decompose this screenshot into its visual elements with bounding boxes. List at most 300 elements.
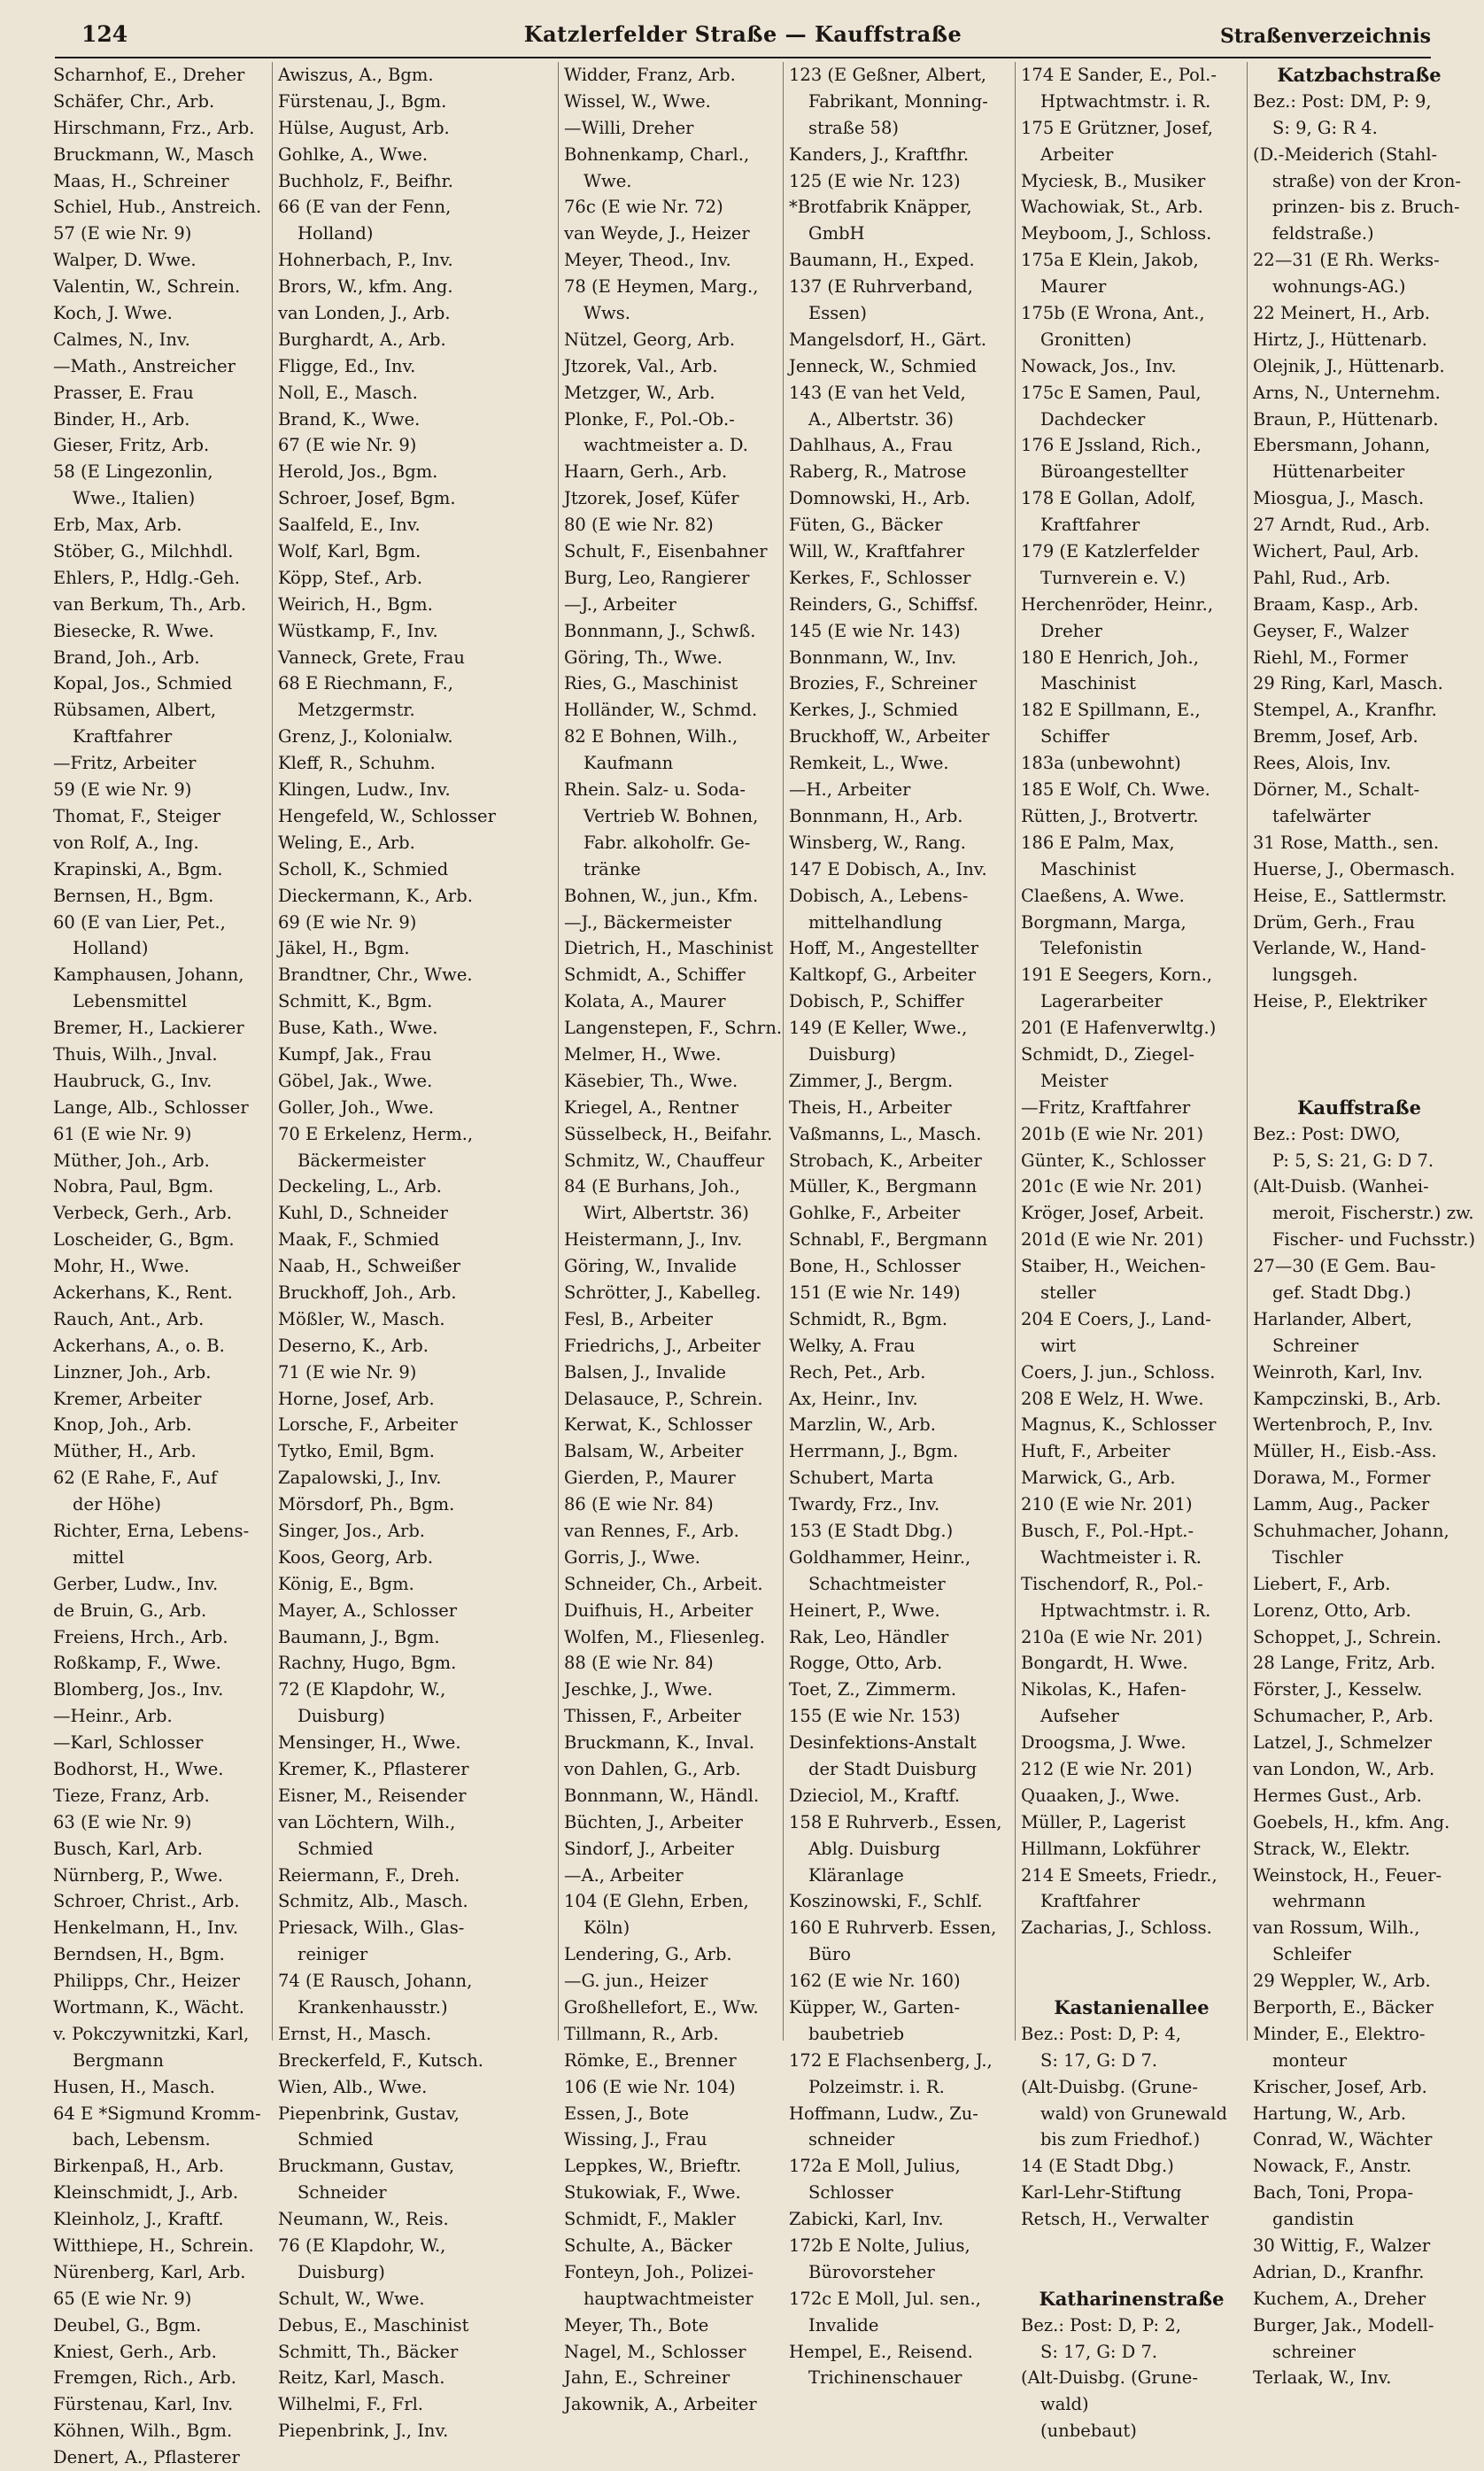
directory-entry: Rees, Alois, Inv.: [1253, 753, 1392, 774]
directory-entry: Braun, P., Hüttenarb.: [1253, 408, 1439, 430]
directory-entry: Coers, J. jun., Schloss.: [1021, 1361, 1216, 1383]
directory-entry: Kerkes, F., Schlosser: [789, 567, 971, 588]
directory-entry: Koos, Georg, Arb.: [278, 1546, 434, 1568]
directory-entry: Hirschmann, Frz., Arb.: [53, 117, 255, 138]
directory-entry: Nikolas, K., Hafen-: [1021, 1679, 1186, 1700]
directory-entry: Ebersmann, Johann,: [1253, 435, 1431, 456]
entry-continuation: Arbeiter: [1040, 143, 1114, 165]
column-divider: [558, 62, 559, 2041]
directory-entry: Debus, E., Maschinist: [278, 2314, 469, 2335]
entry-continuation: tafelwärter: [1272, 805, 1371, 826]
directory-entry: Brand, K., Wwe.: [278, 408, 421, 430]
entry-continuation: bis zum Friedhof.): [1040, 2129, 1201, 2150]
entry-continuation: feldstraße.): [1272, 223, 1374, 244]
directory-entry: Herchenröder, Heinr.,: [1021, 593, 1214, 615]
directory-entry: 155 (E wie Nr. 153): [789, 1706, 961, 1727]
entry-continuation: Duisburg): [298, 2261, 385, 2282]
directory-entry: Schmidt, F., Makler: [564, 2209, 736, 2230]
directory-entry: Kleinholz, J., Kraftf.: [53, 2209, 224, 2230]
directory-entry: Eisner, M., Reisender: [278, 1785, 467, 1806]
directory-entry: Bez.: Post: D, P: 4,: [1021, 2023, 1181, 2044]
entry-continuation: Büroangestellter: [1040, 461, 1188, 483]
directory-entry: Zacharias, J., Schloss.: [1021, 1917, 1212, 1939]
directory-entry: Wissing, J., Frau: [564, 2129, 707, 2150]
entry-continuation: der Höhe): [73, 1494, 161, 1515]
directory-entry: Sindorf, J., Arbeiter: [564, 1838, 734, 1859]
directory-entry: Quaaken, J., Wwe.: [1021, 1785, 1180, 1806]
directory-entry: Twardy, Frz., Inv.: [789, 1494, 940, 1515]
entry-continuation: Wirt, Albertstr. 36): [584, 1203, 749, 1224]
directory-entry: Busch, Karl, Arb.: [53, 1838, 204, 1859]
directory-entry: Goldhammer, Heinr.,: [789, 1546, 971, 1568]
directory-entry: Rauch, Ant., Arb.: [53, 1308, 205, 1329]
directory-entry: Hirtz, J., Hüttenarb.: [1253, 329, 1427, 350]
entry-continuation: mittel: [73, 1546, 125, 1568]
directory-entry: Balsam, W., Arbeiter: [564, 1441, 744, 1462]
directory-entry: Kleff, R., Schuhm.: [278, 753, 436, 774]
directory-entry: Bez.: Post: DM, P: 9,: [1253, 90, 1432, 112]
entry-continuation: Trichinenschauer: [808, 2367, 962, 2389]
directory-entry: 201c (E wie Nr. 201): [1021, 1176, 1202, 1197]
directory-entry: —Fritz, Arbeiter: [53, 753, 197, 774]
directory-entry: van Rennes, F., Arb.: [564, 1520, 739, 1541]
entry-continuation: Holland): [73, 938, 149, 959]
directory-entry: 185 E Wolf, Ch. Wwe.: [1021, 779, 1210, 801]
spacer: [1253, 1068, 1465, 1095]
directory-entry: *Brotfabrik Knäpper,: [789, 197, 972, 218]
entry-continuation: Bürovorsteher: [808, 2261, 935, 2282]
directory-entry: Neumann, W., Reis.: [278, 2209, 449, 2230]
directory-entry: Deserno, K., Arb.: [278, 1335, 429, 1356]
directory-entry: Bone, H., Schlosser: [789, 1256, 961, 1277]
directory-entry: Tillmann, R., Arb.: [564, 2023, 719, 2044]
directory-entry: Ax, Heinr., Inv.: [789, 1388, 918, 1409]
directory-entry: Rak, Leo, Händler: [789, 1626, 949, 1647]
directory-entry: 182 E Spillmann, E.,: [1021, 700, 1201, 721]
directory-entry: Zabicki, Karl, Inv.: [789, 2209, 944, 2230]
directory-entry: Claeßens, A. Wwe.: [1021, 885, 1185, 906]
directory-entry: Meyer, Th., Bote: [564, 2314, 709, 2335]
directory-entry: Jtzorek, Val., Arb.: [564, 355, 718, 376]
entry-continuation: Büro: [808, 1944, 851, 1965]
entry-continuation: Polzeimstr. i. R.: [808, 2076, 945, 2097]
entry-continuation: lungsgeh.: [1272, 964, 1358, 986]
directory-entry: Klingen, Ludw., Inv.: [278, 779, 451, 801]
entry-continuation: Krankenhausstr.): [298, 1997, 448, 2018]
directory-entry: Burger, Jak., Modell-: [1253, 2314, 1434, 2335]
directory-entry: 137 (E Ruhrverband,: [789, 276, 973, 298]
directory-entry: Schoppet, J., Schrein.: [1253, 1626, 1441, 1647]
directory-entry: Duifhuis, H., Arbeiter: [564, 1600, 754, 1621]
directory-entry: Busch, F., Pol.-Hpt.-: [1021, 1520, 1194, 1541]
directory-entry: de Bruin, G., Arb.: [53, 1600, 207, 1621]
directory-entry: Schulte, A., Bäcker: [564, 2235, 732, 2257]
directory-entry: Drüm, Gerh., Frau: [1253, 911, 1416, 933]
directory-entry: Staiber, H., Weichen-: [1021, 1256, 1206, 1277]
directory-entry: Geyser, F., Walzer: [1253, 620, 1409, 641]
entry-continuation: Dreher: [1040, 620, 1102, 641]
directory-entry: Theis, H., Arbeiter: [789, 1096, 952, 1118]
directory-entry: Müller, H., Eisb.-Ass.: [1253, 1441, 1437, 1462]
directory-entry: Schmitz, Alb., Masch.: [278, 1891, 468, 1912]
directory-entry: (Alt-Duisbg. (Grune-: [1021, 2076, 1198, 2097]
directory-entry: Knop, Joh., Arb.: [53, 1414, 192, 1436]
directory-entry: Kamphausen, Johann,: [53, 964, 244, 986]
directory-entry: Ackerhans, A., o. B.: [53, 1335, 225, 1356]
entry-continuation: Kaufmann: [584, 753, 674, 774]
entry-continuation: Kraftfahrer: [1040, 1891, 1140, 1912]
directory-entry: Schuhmacher, Johann,: [1253, 1520, 1449, 1541]
directory-entry: Leppkes, W., Brieftr.: [564, 2156, 742, 2177]
directory-entry: van Berkum, Th., Arb.: [53, 593, 247, 615]
directory-entry: Wilhelmi, F., Frl.: [278, 2394, 424, 2415]
entry-continuation: mittelhandlung: [808, 911, 943, 933]
directory-entry: 172b E Nolte, Julius,: [789, 2235, 970, 2257]
directory-entry: Fligge, Ed., Inv.: [278, 355, 416, 376]
street-heading: Kastanienallee: [1054, 1996, 1210, 2019]
entry-continuation: meroit, Fischerstr.) zw.: [1272, 1203, 1474, 1224]
entry-continuation: Lebensmittel: [73, 991, 188, 1012]
directory-entry: —H., Arbeiter: [789, 779, 911, 801]
directory-entry: 69 (E wie Nr. 9): [278, 911, 417, 933]
directory-entry: Rütten, J., Brotvertr.: [1021, 805, 1199, 826]
entry-continuation: Köln): [584, 1917, 630, 1939]
directory-entry: Baumann, H., Exped.: [789, 250, 975, 271]
directory-entry: 125 (E wie Nr. 123): [789, 170, 961, 191]
directory-entry: (Alt-Duisbg. (Grune-: [1021, 2367, 1198, 2389]
directory-entry: Rhein. Salz- u. Soda-: [564, 779, 746, 801]
directory-entry: Minder, E., Elektro-: [1253, 2023, 1426, 2044]
directory-entry: Bodhorst, H., Wwe.: [53, 1759, 224, 1779]
directory-entry: Schubert, Marta: [789, 1468, 934, 1489]
directory-entry: Göring, Th., Wwe.: [564, 647, 723, 668]
directory-entry: Wolfen, M., Fliesenleg.: [564, 1626, 766, 1647]
directory-entry: Haarn, Gerh., Arb.: [564, 461, 728, 483]
directory-entry: Kleinschmidt, J., Arb.: [53, 2182, 239, 2204]
entry-continuation: Hptwachtmstr. i. R.: [1040, 1600, 1211, 1621]
directory-entry: Bruckmann, K., Inval.: [564, 1732, 755, 1754]
directory-entry: Hartung, W., Arb.: [1253, 2103, 1407, 2124]
directory-entry: Ehlers, P., Hdlg.-Geh.: [53, 567, 240, 588]
directory-entry: Raberg, R., Matrose: [789, 461, 967, 483]
entry-continuation: schneider: [808, 2129, 895, 2150]
directory-entry: Wolf, Karl, Bgm.: [278, 541, 421, 562]
entry-continuation: Wwe.: [584, 170, 632, 191]
directory-entry: Bach, Toni, Propa-: [1253, 2182, 1414, 2204]
entry-continuation: Fabr. alkoholfr. Ge-: [584, 832, 751, 853]
entry-continuation: wald): [1040, 2394, 1089, 2415]
section-label: Straßenverzeichnis: [1220, 25, 1431, 48]
directory-entry: 28 Lange, Fritz, Arb.: [1253, 1653, 1436, 1674]
entry-continuation: Duisburg): [808, 1043, 896, 1065]
directory-entry: Balsen, J., Invalide: [564, 1361, 726, 1383]
directory-entry: Wüstkamp, F., Inv.: [278, 620, 438, 641]
directory-entry: Schmitz, W., Chauffeur: [564, 1150, 765, 1171]
directory-entry: Tytko, Emil, Bgm.: [278, 1441, 435, 1462]
directory-entry: Koszinowski, F., Schlf.: [789, 1891, 983, 1912]
column-1: [53, 62, 266, 2468]
directory-entry: Desinfektions-Anstalt: [789, 1732, 977, 1754]
directory-entry: Bez.: Post: D, P: 2,: [1021, 2314, 1181, 2335]
directory-entry: Hengefeld, W., Schlosser: [278, 805, 496, 826]
directory-entry: Arns, N., Unternehm.: [1253, 382, 1441, 403]
directory-entry: van Londen, J., Arb.: [278, 303, 451, 324]
directory-entry: 174 E Sander, E., Pol.-: [1021, 65, 1217, 85]
directory-entry: Wortmann, K., Wächt.: [53, 1997, 244, 2018]
directory-entry: —J., Arbeiter: [564, 593, 676, 615]
directory-entry: Saalfeld, E., Inv.: [278, 515, 421, 536]
directory-entry: 86 (E wie Nr. 84): [564, 1494, 714, 1515]
directory-entry: 27 Arndt, Rud., Arb.: [1253, 515, 1431, 536]
directory-entry: Piepenbrink, J., Inv.: [278, 2421, 449, 2442]
entry-continuation: Wws.: [584, 303, 630, 324]
entry-continuation: Kläranlage: [808, 1864, 904, 1886]
entry-continuation: bach, Lebensm.: [73, 2129, 211, 2150]
directory-entry: Priesack, Wilh., Glas-: [278, 1917, 465, 1939]
directory-entry: Zapalowski, J., Inv.: [278, 1468, 442, 1489]
directory-entry: Roßkamp, F., Wwe.: [53, 1653, 221, 1674]
directory-entry: Vanneck, Grete, Frau: [278, 647, 465, 668]
directory-entry: Brozies, F., Schreiner: [789, 673, 978, 694]
directory-entry: 210a (E wie Nr. 201): [1021, 1626, 1203, 1647]
entry-continuation: gef. Stadt Dbg.): [1272, 1282, 1411, 1303]
directory-entry: —Fritz, Kraftfahrer: [1021, 1096, 1191, 1118]
directory-entry: Kremer, K., Pflasterer: [278, 1759, 469, 1779]
entry-continuation: S: 17, G: D 7.: [1040, 2341, 1158, 2362]
directory-entry: Heinert, P., Wwe.: [789, 1600, 940, 1621]
directory-entry: Bonnmann, W., Händl.: [564, 1785, 760, 1806]
directory-entry: Harlander, Albert,: [1253, 1308, 1412, 1329]
directory-entry: 178 E Gollan, Adolf,: [1021, 488, 1196, 509]
directory-entry: Herold, Jos., Bgm.: [278, 461, 438, 483]
directory-entry: Schrötter, J., Kabelleg.: [564, 1282, 761, 1303]
directory-entry: Widder, Franz, Arb.: [564, 65, 736, 85]
directory-entry: 175 E Grützner, Josef,: [1021, 117, 1213, 138]
directory-entry: Küpper, W., Garten-: [789, 1997, 961, 2018]
directory-entry: Conrad, W., Wächter: [1253, 2129, 1433, 2150]
directory-entry: Gohlke, F., Arbeiter: [789, 1203, 961, 1224]
street-heading: Katzbachstraße: [1277, 64, 1441, 86]
directory-entry: 143 (E van het Veld,: [789, 382, 966, 403]
directory-entry: Weirich, H., Bgm.: [278, 593, 433, 615]
directory-entry: Rogge, Otto, Arb.: [789, 1653, 943, 1674]
directory-entry: 201b (E wie Nr. 201): [1021, 1123, 1204, 1144]
directory-entry: Richter, Erna, Lebens-: [53, 1520, 250, 1541]
directory-entry: Loscheider, G., Bgm.: [53, 1229, 235, 1251]
directory-entry: Bremm, Josef, Arb.: [1253, 726, 1418, 747]
directory-entry: Linzner, Joh., Arb.: [53, 1361, 212, 1383]
directory-entry: 153 (E Stadt Dbg.): [789, 1520, 954, 1541]
directory-entry: 172 E Flachsenberg, J.,: [789, 2049, 993, 2071]
directory-entry: Vaßmanns, L., Masch.: [789, 1123, 982, 1144]
directory-entry: Dorawa, M., Former: [1253, 1468, 1431, 1489]
directory-entry: Buchholz, F., Beifhr.: [278, 170, 453, 191]
entry-continuation: der Stadt Duisburg: [808, 1759, 978, 1779]
directory-entry: Goebels, H., kfm. Ang.: [1253, 1811, 1450, 1832]
directory-entry: Bruckhoff, W., Arbeiter: [789, 726, 990, 747]
spacer: [1021, 1968, 1242, 1995]
directory-entry: Jäkel, H., Bgm.: [278, 938, 410, 959]
directory-entry: 210 (E wie Nr. 201): [1021, 1494, 1193, 1515]
directory-entry: Calmes, N., Inv.: [53, 329, 190, 350]
directory-entry: 149 (E Keller, Wwe.,: [789, 1018, 968, 1039]
directory-entry: 160 E Ruhrverb. Essen,: [789, 1917, 997, 1939]
directory-entry: Bez.: Post: DWO,: [1253, 1123, 1401, 1144]
directory-entry: Büchten, J., Arbeiter: [564, 1811, 743, 1832]
entry-continuation: Maschinist: [1040, 858, 1136, 879]
entry-continuation: steller: [1040, 1282, 1096, 1303]
directory-entry: 201d (E wie Nr. 201): [1021, 1229, 1204, 1251]
directory-entry: 175a E Klein, Jakob,: [1021, 250, 1199, 271]
directory-entry: 180 E Henrich, Joh.,: [1021, 647, 1199, 668]
directory-entry: Gieser, Fritz, Arb.: [53, 435, 210, 456]
directory-entry: Jakownik, A., Arbeiter: [564, 2394, 757, 2415]
entry-continuation: Ablg. Duisburg: [808, 1838, 940, 1859]
directory-entry: 76 (E Klapdohr, W.,: [278, 2235, 446, 2257]
entry-continuation: Hptwachtmstr. i. R.: [1040, 90, 1211, 112]
directory-entry: Rech, Pet., Arb.: [789, 1361, 926, 1383]
directory-entry: Dörner, M., Schalt-: [1253, 779, 1420, 801]
directory-entry: 123 (E Geßner, Albert,: [789, 65, 986, 85]
directory-entry: Burghardt, A., Arb.: [278, 329, 446, 350]
directory-entry: Metzger, W., Arb.: [564, 382, 715, 403]
directory-entry: Philipps, Chr., Heizer: [53, 1971, 240, 1992]
page-header: [55, 16, 1431, 58]
page-number: 124: [81, 21, 128, 47]
entry-continuation: Schmied: [298, 2129, 374, 2150]
directory-entry: Winsberg, W., Rang.: [789, 832, 966, 853]
directory-entry: 208 E Welz, H. Wwe.: [1021, 1388, 1204, 1409]
entry-continuation: Schiffer: [1040, 726, 1109, 747]
directory-entry: 61 (E wie Nr. 9): [53, 1123, 192, 1144]
directory-entry: Kumpf, Jak., Frau: [278, 1043, 432, 1065]
directory-entry: Schroer, Josef, Bgm.: [278, 488, 456, 509]
directory-entry: 58 (E Lingezonlin,: [53, 461, 213, 483]
directory-entry: Droogsma, J. Wwe.: [1021, 1732, 1186, 1754]
directory-entry: von Rolf, A., Ing.: [53, 832, 199, 853]
entry-continuation: Schneider: [298, 2182, 387, 2204]
directory-entry: Nobra, Paul, Bgm.: [53, 1176, 214, 1197]
directory-entry: Fürstenau, J., Bgm.: [278, 90, 447, 112]
directory-entry: Großhellefort, E., Ww.: [564, 1997, 759, 2018]
directory-entry: Adrian, D., Kranfhr.: [1253, 2261, 1425, 2282]
entry-continuation: Schlosser: [808, 2182, 893, 2204]
directory-entry: Nürnberg, P., Wwe.: [53, 1864, 223, 1886]
directory-entry: Borgmann, Marga,: [1021, 911, 1186, 933]
directory-entry: 60 (E van Lier, Pet.,: [53, 911, 226, 933]
directory-entry: Ries, G., Maschinist: [564, 673, 738, 694]
entry-continuation: Gronitten): [1040, 329, 1132, 350]
directory-entry: Toet, Z., Zimmerm.: [789, 1679, 957, 1700]
directory-entry: Huerse, J., Obermasch.: [1253, 858, 1456, 879]
directory-entry: Wichert, Paul, Arb.: [1253, 541, 1419, 562]
directory-entry: Schroer, Christ., Arb.: [53, 1891, 240, 1912]
entry-continuation: wohnungs-AG.): [1272, 276, 1406, 298]
directory-entry: 14 (E Stadt Dbg.): [1021, 2156, 1174, 2177]
street-heading: Kauffstraße: [1297, 1096, 1421, 1119]
directory-entry: Kremer, Arbeiter: [53, 1388, 202, 1409]
spacer: [1021, 2233, 1242, 2259]
entry-continuation: tränke: [584, 858, 641, 879]
directory-entry: Hülse, August, Arb.: [278, 117, 450, 138]
directory-entry: Riehl, M., Former: [1253, 647, 1409, 668]
directory-entry: Stukowiak, F., Wwe.: [564, 2182, 741, 2204]
directory-entry: 72 (E Klapdohr, W.,: [278, 1679, 446, 1700]
directory-entry: König, E., Bgm.: [278, 1573, 414, 1594]
directory-entry: Thuis, Wilh., Jnval.: [53, 1043, 218, 1065]
directory-entry: Wien, Alb., Wwe.: [278, 2076, 428, 2097]
directory-entry: Mangelsdorf, H., Gärt.: [789, 329, 987, 350]
directory-entry: Krischer, Josef, Arb.: [1253, 2076, 1427, 2097]
column-5: [1021, 62, 1242, 2442]
directory-entry: van Rossum, Wilh.,: [1253, 1917, 1420, 1939]
directory-entry: Hempel, E., Reisend.: [789, 2341, 973, 2362]
directory-entry: 104 (E Glehn, Erben,: [564, 1891, 749, 1912]
directory-entry: Dieckermann, K., Arb.: [278, 885, 473, 906]
directory-entry: Reinders, G., Schiffsf.: [789, 593, 978, 615]
directory-entry: Fürstenau, Karl, Inv.: [53, 2394, 234, 2415]
directory-entry: Valentin, W., Schrein.: [53, 276, 241, 298]
entry-continuation: Meister: [1040, 1070, 1109, 1091]
directory-entry: 67 (E wie Nr. 9): [278, 435, 417, 456]
directory-entry: Nürenberg, Karl, Arb.: [53, 2261, 246, 2282]
directory-entry: Bruckmann, Gustav,: [278, 2156, 455, 2177]
column-divider: [272, 62, 273, 2041]
directory-entry: Liebert, F., Arb.: [1253, 1573, 1391, 1594]
directory-entry: Heistermann, J., Inv.: [564, 1229, 743, 1251]
directory-entry: Tieze, Franz, Arb.: [53, 1785, 210, 1806]
directory-entry: 29 Weppler, W., Arb.: [1253, 1971, 1431, 1992]
directory-entry: Kampczinski, B., Arb.: [1253, 1388, 1441, 1409]
directory-entry: Noll, E., Masch.: [278, 382, 418, 403]
entry-continuation: Schreiner: [1272, 1335, 1359, 1356]
directory-entry: 65 (E wie Nr. 9): [53, 2288, 192, 2309]
directory-entry: Göbel, Jak., Wwe.: [278, 1070, 433, 1091]
directory-entry: Mohr, H., Wwe.: [53, 1256, 189, 1277]
directory-entry: Welky, A. Frau: [789, 1335, 916, 1356]
directory-entry: Krapinski, A., Bgm.: [53, 858, 223, 879]
directory-entry: 151 (E wie Nr. 149): [789, 1282, 961, 1303]
directory-entry: Brand, Joh., Arb.: [53, 647, 200, 668]
directory-entry: v. Pokczywnitzki, Karl,: [53, 2023, 250, 2044]
directory-entry: Lorsche, F., Arbeiter: [278, 1414, 458, 1436]
directory-entry: 162 (E wie Nr. 160): [789, 1971, 961, 1992]
entry-continuation: Holland): [298, 223, 374, 244]
directory-entry: Naab, H., Schweißer: [278, 1256, 460, 1277]
directory-entry: 145 (E wie Nr. 143): [789, 620, 961, 641]
directory-entry: 183a (unbewohnt): [1021, 753, 1181, 774]
directory-entry: 68 E Riechmann, F.,: [278, 673, 453, 694]
directory-entry: Strobach, K., Arbeiter: [789, 1150, 982, 1171]
directory-entry: Strack, W., Elektr.: [1253, 1838, 1411, 1859]
directory-entry: Dahlhaus, A., Frau: [789, 435, 953, 456]
directory-entry: 29 Ring, Karl, Masch.: [1253, 673, 1443, 694]
directory-entry: Hoff, M., Angestellter: [789, 938, 979, 959]
entry-continuation: Lagerarbeiter: [1040, 991, 1163, 1012]
spacer: [1253, 1015, 1465, 1042]
directory-entry: Bremer, H., Lackierer: [53, 1018, 244, 1039]
directory-entry: Schumacher, P., Arb.: [1253, 1706, 1434, 1727]
directory-entry: Deubel, G., Bgm.: [53, 2314, 202, 2335]
directory-entry: Weinstock, H., Feuer-: [1253, 1864, 1442, 1886]
directory-entry: Heise, P., Elektriker: [1253, 991, 1427, 1012]
directory-entry: 66 (E van der Fenn,: [278, 197, 452, 218]
directory-entry: Kolata, A., Maurer: [564, 991, 726, 1012]
directory-entry: Hohnerbach, P., Inv.: [278, 250, 453, 271]
directory-entry: 175c E Samen, Paul,: [1021, 382, 1202, 403]
directory-entry: Magnus, K., Schlosser: [1021, 1414, 1217, 1436]
directory-entry: Dobisch, P., Schiffer: [789, 991, 964, 1012]
